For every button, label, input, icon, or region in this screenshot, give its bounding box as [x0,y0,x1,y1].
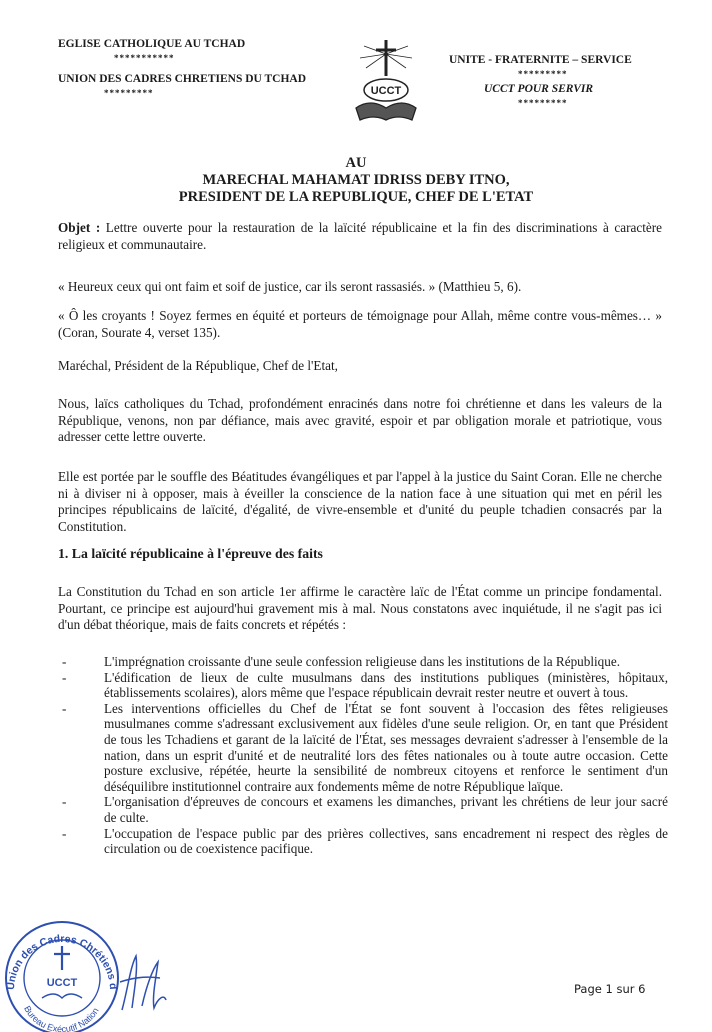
signature [112,948,172,1018]
objet-label: Objet : [58,220,101,235]
list-item: - L'imprégnation croissante d'une seule confession religieuse dans les institutions de la République. [62,654,621,669]
objet-paragraph [58,220,662,253]
header-stars: ********* [518,69,568,79]
addressee-line-3: PRESIDENT DE LA REPUBLIQUE, CHEF DE L'ETAT [178,189,534,205]
paragraph-constitution: La Constitution du Tchad en son article 1er affirme le caractère laïc de l'État comme un principe fondamental. Pourtant, ce principe est aujourd'hui gravement mis à mal. Nous constatons avec inquiétude, il ne s'agit pas ici d'un débat théorique, mais de faits concrets et répétés : [58,584,662,632]
motto: UNITE - FRATERNITE – SERVICE [449,54,632,66]
header-stars: ********* [518,98,568,108]
union-name: UNION DES CADRES CHRETIENS DU TCHAD [58,73,307,85]
logo-text: UCCT [370,85,402,97]
header-stars: *********** [114,53,175,63]
quote-matthieu: « Heureux ceux qui ont faim et soif de justice, car ils seront rassasiés. » (Matthieu 5, 6). [58,279,522,294]
svg-text:Union des Cadres Chrétiens du: Union des Cadres Chrétiens d [4,932,120,991]
church-name: EGLISE CATHOLIQUE AU TCHAD [58,38,246,50]
svg-text:Bureau Exécutif National: Bureau Exécutif Nation [22,1004,101,1032]
list-item: - L'organisation d'épreuves de concours et examens les dimanches, privant les chrétiens de leur jour sacré de culte. [62,794,668,825]
section-title: 1. La laïcité républicaine à l'épreuve des faits [58,546,323,561]
stamp-logo-text: UCCT [46,977,78,989]
slogan: UCCT POUR SERVIR [484,83,594,95]
list-item: - L'édification de lieux de culte musulmans dans des institutions publiques (ministères, hôpitaux, établissements scolaires), alors même que l'espace républicain devrait rester neutre et ouvert à tous. [62,669,668,701]
addressee-line-2: MARECHAL MAHAMAT IDRISS DEBY ITNO, [202,172,510,188]
paragraph-intro: Nous, laïcs catholiques du Tchad, profondément enracinés dans notre foi chrétienne et dans les valeurs de la République, venons, non par défiance, mais avec gravité, espoir et par obligation morale et patriotique, vous adresser cette lettre ouverte. [58,396,662,444]
paragraph-beatitudes: Elle est portée par le souffle des Béatitudes évangéliques et par l'appel à la justice du Saint Coran. Elle ne cherche ni à diviser ni à opposer, mais à éveiller la conscience de la nation face à une situation qui met en péril les principes républicains de laïcité, d'égalité, de vivre-ensemble et d'unité du peuple tchadien consacrés par la Constitution. [58,469,662,534]
salutation: Maréchal, Président de la République, Chef de l'Etat, [58,358,338,373]
official-stamp [0,912,124,1032]
quote-coran: « Ô les croyants ! Soyez fermes en équité et porteurs de témoignage pour Allah, même contre vous-mêmes… » (Coran, Sourate 4, verset 135). [58,308,662,340]
objet-text: Lettre ouverte pour la restauration de la laïcité républicaine et la fin des discriminations à caractère religieux et communautaire. [58,220,662,252]
facts-list [58,654,668,857]
ucct-logo [350,36,422,126]
addressee-line-1: AU [345,155,367,171]
header-stars: ********* [104,88,154,98]
page-number: Page 1 sur 6 [574,982,646,996]
list-item: - Les interventions officielles du Chef de l'État se font souvent à l'occasion des fêtes religieuses musulmanes comme s'adressant exclusivement aux fidèles d'une seule religion. Or, en tant que Président de tous les Tchadiens et garant de la laïcité de l'État, ses messages devraient s'adresser à l'ensemble de la nation, dans un esprit d'unité et de neutralité lors des fêtes nationales ou à toute autre occasion. Cette posture exclusive, répétée, heurte la sensibilité de nombreux citoyens et renforce le sentiment d'un déséquilibre institutionnel contraire aux fondements même de notre République laïque. [62,700,668,794]
list-item: - L'occupation de l'espace public par des prières collectives, sans encadrement ni respect des règles de circulation ou de coexistence pacifique. [62,825,668,857]
